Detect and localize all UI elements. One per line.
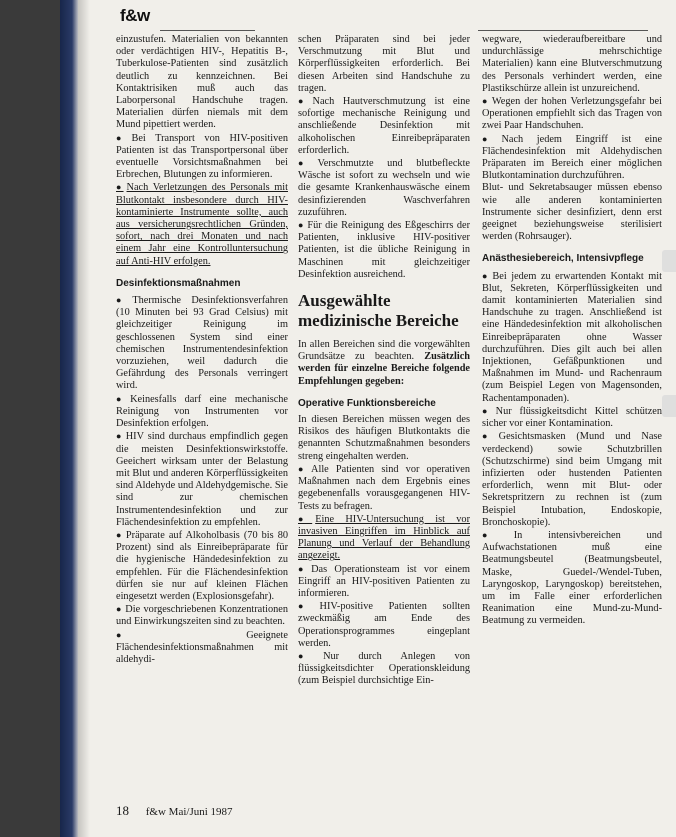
section-heading: Operative Funktionsbereiche — [298, 397, 436, 409]
paragraph: schen Präparaten sind bei jeder Verschmutzung mit Blut und Körperflüssigkeiten erforderlich. Bei diesen Arbeiten sind Handschuhe zu tragen. — [298, 34, 470, 94]
bullet-paragraph: ● HIV sind durchaus empfindlich gegen die meisten Desinfektionswirkstoffe. Geeichert wirksam unter der Belastung mit Blut und anderen Körperflüssigkeiten sind Aldehyde und Aldehydgemische. Sie sind zur chemischen Instrumentendesinfektion und zur Flächendesinfektion zu empfehlen. — [116, 430, 288, 529]
bullet-paragraph: ● Die vorgeschriebenen Konzentrationen und Einwirkungszeiten sind zu beachten. — [116, 603, 288, 628]
book-cover-edge — [60, 0, 80, 837]
column-1 — [116, 34, 288, 666]
bullet-paragraph: ● Nach jedem Eingriff ist eine Flächendesinfektion mit Aldehydischen Präparaten im Bereich einer möglichen Blutkontamination durchzuführen. — [482, 133, 662, 183]
intro-text-bold: Zusätzlich werden für einzelne Bereiche folgende Empfehlungen gegeben: — [298, 351, 471, 387]
section-title: Ausgewählte medizinische Bereiche — [298, 291, 459, 331]
bullet-paragraph: ● Thermische Desinfektionsverfahren (10 Minuten bei 93 Grad Celsius) mit gleichzeitiger Reinigung im geschlossenen System sind einer chemischen Instrumentendesinfektion vorzuziehen, weil dadurch die Gefährdung des Personals verringert wird. — [116, 294, 288, 393]
magazine-page — [78, 0, 676, 837]
bullet-paragraph: ● Das Operationsteam ist vor einem Eingriff an HIV-positiven Patienten zu informieren. — [298, 563, 470, 601]
section-heading: Desinfektionsmaßnahmen — [116, 277, 241, 289]
gutter-shadow — [78, 0, 90, 837]
bullet-paragraph: ● Nach Hautverschmutzung ist eine sofortige mechanische Reinigung und anschließende Desinfektion mit alkoholischen Einreibepräparaten erforderlich. — [298, 95, 470, 157]
footer-source: f&w Mai/Juni 1987 — [145, 806, 233, 818]
bullet-paragraph: ● Alle Patienten sind vor operativen Maßnahmen nach dem Ergebnis eines gegebenenfalls vorausgegangenen HIV-Tests zu befragen. — [298, 463, 470, 513]
paragraph: einzustufen. Materialien von bekannten oder verdächtigen HIV-, Hepatitis B-, Tuberkulose-Patienten sind zusätzlich deutlich zu kennzeichnen. Bei Kontaktrisiken muß auch das Laborpersonal Handschuhe tragen. Materialien dürfen niemals mit dem Mund pipettiert werden. — [116, 34, 288, 131]
intro-text: In allen Bereichen sind die vorgewählten Grundsätze zu beachten. — [298, 339, 470, 363]
bullet-paragraph: ● Bei jedem zu erwartenden Kontakt mit Blut, Sekreten, Körperflüssigkeiten und damit kontaminierten Materialien sind Handschuhe zu tragen. Anschließend ist eine Händedesinfektion mit alkoholischen Einreibepräparaten ohne Wasser durchzuführen. Dies gilt auch bei allen Injektionen, Gefäßpunktionen und Maßnahmen im Mund- und Rachenraum (zum Beispiel Legen von Magensonden, Rachentamponaden). — [482, 270, 662, 405]
page-tab — [662, 395, 676, 417]
bullet-paragraph-underlined: ● Eine HIV-Untersuchung ist vor invasiven Eingriffen im Hinblick auf Planung und Verlauf der Behandlung angezeigt. — [298, 513, 470, 563]
bullet-paragraph: ● Bei Transport von HIV-positiven Patienten ist das Transportpersonal über eventuelle Vorsichtsmaßnahmen bei Erbrechen, Blutungen zu informieren. — [116, 132, 288, 182]
bullet-paragraph: ● Wegen der hohen Verletzungsgefahr bei Operationen empfiehlt sich das Tragen von zwei Paar Handschuhen. — [482, 95, 662, 133]
header-rule-right — [478, 30, 648, 31]
paragraph: Blut- und Sekretabsauger müssen ebenso wie alle anderen kontaminierten Instrumente sicher desinfiziert, denn erst geeignet beziehungsweise sterilisiert werden (Rohrsauger). — [482, 182, 662, 243]
bullet-paragraph: ● Verschmutzte und blutbefleckte Wäsche ist sofort zu wechseln und wie die gesamte Krankenhauswäsche einem desinfizierenden Waschverfahren zuzuführen. — [298, 157, 470, 219]
page-footer — [116, 803, 233, 819]
section-heading: Anästhesiebereich, Intensivpflege — [482, 253, 644, 265]
bullet-paragraph: ● In intensivbereichen und Aufwachstationen muß eine Beatmungsbeutel (Beatmungsbeutel, Maske, Guedel-/Wendel-Tuben, Laryngoskop, Laryngoskop) bereitstehen, um im Falle einer erforderlichen Reanimation eine Mund-zu-Mund-Beatmung zu vermeiden. — [482, 529, 662, 628]
bullet-paragraph: ● Geeignete Flächendesinfektionsmaßnahmen mit aldehydi- — [116, 629, 288, 667]
bullet-paragraph-underlined: ● Nach Verletzungen des Personals mit Blutkontakt insbesondere durch HIV-kontaminierte Instrumente sollte, auch aus versicherungsrechtlichen Gründen, sofort, nach drei Monaten und nach einem Jahr eine Kontrolluntersuchung auf Anti-HIV erfolgen. — [116, 181, 288, 267]
header-rule — [160, 30, 255, 31]
paragraph: wegware, wiederaufbereitbare und undurchlässige mehrschichtige Materialien) kann eine Blutverschmutzung des Personals verhindert werden, eine Plastikschürze allein ist unzureichend. — [482, 34, 662, 94]
column-3 — [482, 34, 662, 628]
magazine-logo: f&w — [120, 6, 150, 25]
bullet-paragraph: ● Für die Reinigung des Eßgeschirrs der Patienten, inklusive HIV-positiver Patienten, ist die übliche Reinigung in Maschinen mit gleichzeitiger Desinfektion ausreichend. — [298, 219, 470, 281]
bullet-paragraph: ● Nur durch Anlegen von flüssigkeitsdichter Operationskleidung (zum Beispiel durchsichtige Ein- — [298, 650, 470, 688]
page-tab — [662, 250, 676, 272]
column-2 — [298, 34, 470, 688]
intro-paragraph — [298, 339, 470, 388]
paragraph: In diesen Bereichen müssen wegen des Risikos des häufigen Blutkontakts die genannten Schutzmaßnahmen besonders streng eingehalten werden. — [298, 414, 470, 462]
bullet-paragraph: ● HIV-positive Patienten sollten zweckmäßig am Ende des Operationsprogrammes eingeplant werden. — [298, 600, 470, 650]
bullet-paragraph: ● Nur flüssigkeitsdicht Kittel schützen sicher vor einer Kontamination. — [482, 405, 662, 430]
bullet-paragraph: ● Keinesfalls darf eine mechanische Reinigung von Instrumenten vor Desinfektion erfolgen. — [116, 393, 288, 431]
bullet-paragraph: ● Präparate auf Alkoholbasis (70 bis 80 Prozent) sind als Einreibepräparate für die hygienische Händedesinfektion zu empfehlen. Für die Flächendesinfektion dürfen sie nur auf kleinen Flächen eingesetzt werden (Explosionsgefahr). — [116, 529, 288, 603]
bullet-paragraph: ● Gesichtsmasken (Mund und Nase verdeckend) sowie Schutzbrillen (Schutzschirme) sind beim Umgang mit infizierten oder hustenden Patienten erforderlich, wenn mit Blut- oder Sekretspritzern zu rechnen ist (zum Beispiel Intubation, Endoskopie, Bronchoskopie). — [482, 430, 662, 529]
page-number: 18 — [116, 803, 129, 818]
